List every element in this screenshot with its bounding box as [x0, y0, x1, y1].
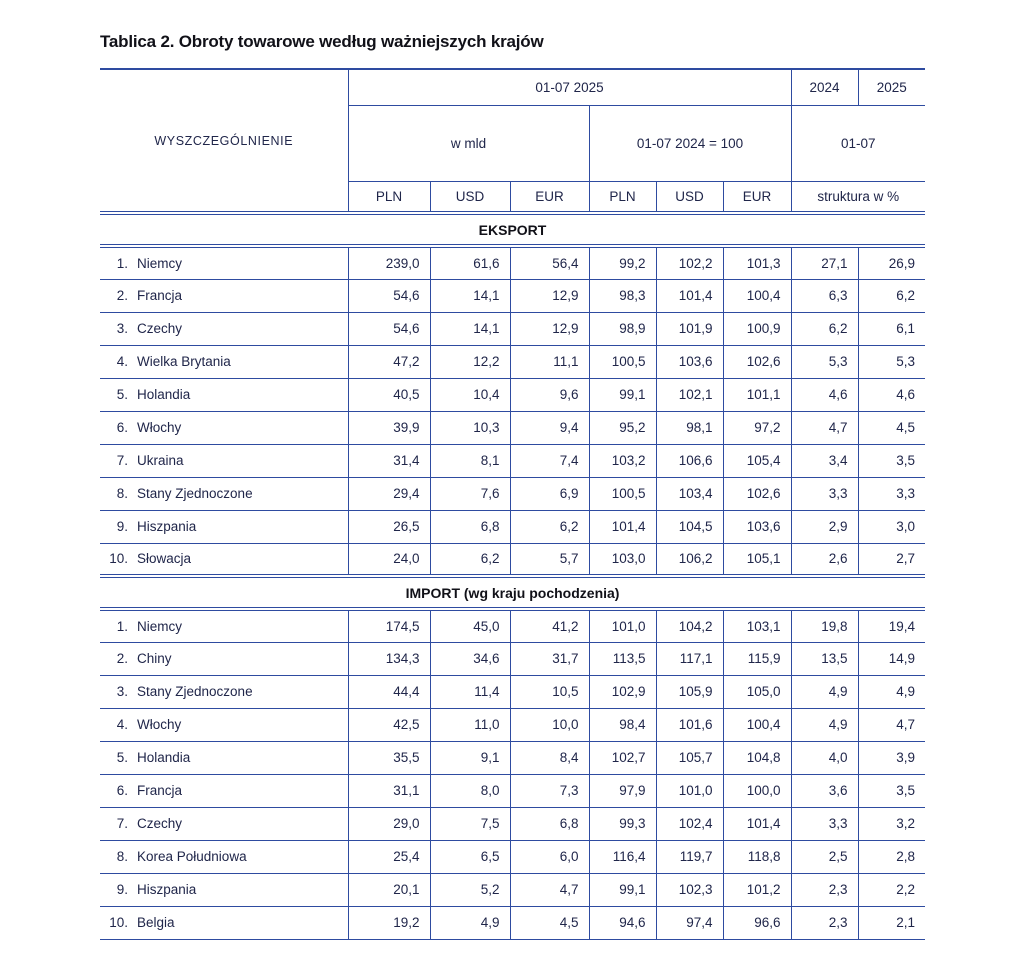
cell-eur-idx: 103,6 [723, 510, 791, 543]
row-rank: 9. [116, 519, 128, 534]
cell-struktura-2024: 4,7 [791, 411, 858, 444]
cell-usd-mld: 6,2 [430, 543, 510, 576]
cell-struktura-2024: 6,3 [791, 279, 858, 312]
header-row-periods [100, 69, 925, 105]
cell-eur-mld: 12,9 [510, 312, 589, 345]
row-country: Czechy [137, 321, 183, 336]
row-label [100, 675, 348, 708]
cell-struktura-2025: 5,3 [858, 345, 925, 378]
table-row [100, 642, 925, 675]
cell-pln-idx: 103,0 [589, 543, 656, 576]
cell-pln-idx: 97,9 [589, 774, 656, 807]
cell-eur-idx: 100,4 [723, 279, 791, 312]
cell-pln-idx: 103,2 [589, 444, 656, 477]
table-row [100, 444, 925, 477]
header-group-01-07: 01-07 [791, 105, 925, 181]
cell-eur-mld: 41,2 [510, 609, 589, 642]
cell-struktura-2025: 2,8 [858, 840, 925, 873]
table-row [100, 840, 925, 873]
row-label [100, 807, 348, 840]
table-row [100, 873, 925, 906]
cell-pln-idx: 98,3 [589, 279, 656, 312]
row-country: Słowacja [137, 551, 192, 567]
table-row [100, 807, 925, 840]
table-row [100, 312, 925, 345]
cell-eur-mld: 31,7 [510, 642, 589, 675]
row-rank: 9. [116, 882, 128, 897]
row-country: Holandia [137, 750, 191, 765]
table-row [100, 741, 925, 774]
cell-usd-idx: 97,4 [656, 906, 723, 939]
row-rank: 10. [109, 551, 128, 567]
cell-pln-idx: 100,5 [589, 477, 656, 510]
cell-eur-idx: 102,6 [723, 345, 791, 378]
header-eur-idx: EUR [723, 181, 791, 213]
row-label [100, 477, 348, 510]
row-rank: 5. [116, 750, 128, 765]
cell-struktura-2024: 27,1 [791, 246, 858, 279]
cell-struktura-2024: 2,5 [791, 840, 858, 873]
cell-eur-mld: 6,8 [510, 807, 589, 840]
row-rank: 3. [116, 321, 128, 336]
cell-eur-idx: 97,2 [723, 411, 791, 444]
cell-usd-idx: 117,1 [656, 642, 723, 675]
row-country: Hiszpania [137, 882, 197, 897]
row-label [100, 609, 348, 642]
row-country: Korea Południowa [137, 849, 247, 864]
cell-struktura-2024: 4,0 [791, 741, 858, 774]
cell-usd-idx: 102,3 [656, 873, 723, 906]
cell-pln-idx: 99,1 [589, 378, 656, 411]
row-label [100, 906, 348, 939]
row-label [100, 246, 348, 279]
row-label [100, 708, 348, 741]
table-row [100, 378, 925, 411]
cell-pln-mld: 47,2 [348, 345, 430, 378]
cell-pln-mld: 134,3 [348, 642, 430, 675]
cell-usd-mld: 7,5 [430, 807, 510, 840]
cell-struktura-2024: 2,3 [791, 873, 858, 906]
cell-eur-idx: 96,6 [723, 906, 791, 939]
row-label [100, 378, 348, 411]
cell-usd-idx: 101,0 [656, 774, 723, 807]
row-rank: 6. [116, 420, 128, 435]
cell-struktura-2025: 3,5 [858, 774, 925, 807]
cell-eur-mld: 7,4 [510, 444, 589, 477]
cell-struktura-2025: 3,2 [858, 807, 925, 840]
cell-usd-idx: 119,7 [656, 840, 723, 873]
cell-eur-mld: 9,6 [510, 378, 589, 411]
cell-pln-mld: 31,1 [348, 774, 430, 807]
cell-struktura-2025: 3,0 [858, 510, 925, 543]
row-label [100, 840, 348, 873]
cell-pln-idx: 98,9 [589, 312, 656, 345]
cell-usd-mld: 10,3 [430, 411, 510, 444]
cell-struktura-2024: 19,8 [791, 609, 858, 642]
header-usd-idx: USD [656, 181, 723, 213]
cell-pln-idx: 113,5 [589, 642, 656, 675]
row-rank: 3. [116, 684, 128, 699]
row-rank: 5. [116, 387, 128, 402]
row-country: Niemcy [137, 255, 183, 271]
cell-pln-idx: 94,6 [589, 906, 656, 939]
cell-struktura-2024: 4,9 [791, 708, 858, 741]
row-rank: 4. [116, 717, 128, 732]
table-row [100, 246, 925, 279]
cell-usd-idx: 101,4 [656, 279, 723, 312]
cell-struktura-2025: 19,4 [858, 609, 925, 642]
cell-usd-idx: 104,2 [656, 609, 723, 642]
cell-eur-idx: 115,9 [723, 642, 791, 675]
table-row [100, 510, 925, 543]
cell-eur-idx: 118,8 [723, 840, 791, 873]
section-title-import: IMPORT (wg kraju pochodzenia) [100, 576, 925, 609]
cell-eur-mld: 6,2 [510, 510, 589, 543]
row-rank: 2. [116, 288, 128, 303]
cell-usd-idx: 105,9 [656, 675, 723, 708]
header-pln-mld: PLN [348, 181, 430, 213]
cell-eur-mld: 6,9 [510, 477, 589, 510]
row-country: Włochy [137, 717, 182, 732]
row-country: Ukraina [137, 453, 184, 468]
cell-pln-mld: 39,9 [348, 411, 430, 444]
table-header [100, 69, 925, 213]
cell-usd-mld: 12,2 [430, 345, 510, 378]
row-rank: 2. [116, 651, 128, 666]
row-rank: 8. [116, 486, 128, 501]
cell-pln-idx: 116,4 [589, 840, 656, 873]
cell-eur-mld: 9,4 [510, 411, 589, 444]
cell-eur-mld: 7,3 [510, 774, 589, 807]
cell-struktura-2025: 3,3 [858, 477, 925, 510]
row-country: Francja [137, 288, 183, 303]
table-row [100, 345, 925, 378]
cell-struktura-2024: 2,9 [791, 510, 858, 543]
cell-pln-mld: 20,1 [348, 873, 430, 906]
cell-usd-mld: 8,1 [430, 444, 510, 477]
cell-struktura-2025: 3,5 [858, 444, 925, 477]
cell-usd-idx: 102,1 [656, 378, 723, 411]
cell-usd-idx: 102,4 [656, 807, 723, 840]
cell-usd-idx: 101,9 [656, 312, 723, 345]
cell-eur-idx: 105,0 [723, 675, 791, 708]
row-country: Czechy [137, 816, 183, 831]
cell-pln-idx: 102,9 [589, 675, 656, 708]
cell-pln-mld: 26,5 [348, 510, 430, 543]
cell-usd-mld: 4,9 [430, 906, 510, 939]
cell-eur-idx: 101,4 [723, 807, 791, 840]
cell-eur-mld: 5,7 [510, 543, 589, 576]
cell-usd-mld: 14,1 [430, 279, 510, 312]
cell-struktura-2025: 2,1 [858, 906, 925, 939]
row-country: Chiny [137, 651, 172, 666]
cell-pln-mld: 40,5 [348, 378, 430, 411]
cell-struktura-2025: 4,7 [858, 708, 925, 741]
cell-pln-idx: 100,5 [589, 345, 656, 378]
table-row [100, 708, 925, 741]
cell-usd-mld: 5,2 [430, 873, 510, 906]
trade-table [100, 68, 925, 940]
cell-pln-idx: 99,1 [589, 873, 656, 906]
row-country: Stany Zjednoczone [137, 486, 253, 501]
cell-eur-idx: 100,0 [723, 774, 791, 807]
table-row [100, 411, 925, 444]
cell-usd-mld: 45,0 [430, 609, 510, 642]
header-year-2025: 2025 [858, 69, 925, 105]
cell-usd-mld: 11,4 [430, 675, 510, 708]
table-row [100, 543, 925, 576]
cell-eur-idx: 102,6 [723, 477, 791, 510]
cell-pln-idx: 98,4 [589, 708, 656, 741]
header-pln-idx: PLN [589, 181, 656, 213]
cell-pln-mld: 31,4 [348, 444, 430, 477]
row-country: Belgia [137, 915, 175, 930]
cell-struktura-2025: 4,9 [858, 675, 925, 708]
row-rank: 7. [116, 453, 128, 468]
section-band [100, 213, 925, 246]
row-label [100, 312, 348, 345]
cell-struktura-2024: 3,6 [791, 774, 858, 807]
cell-struktura-2024: 3,3 [791, 477, 858, 510]
cell-eur-idx: 101,3 [723, 246, 791, 279]
cell-struktura-2024: 4,9 [791, 675, 858, 708]
cell-eur-mld: 4,5 [510, 906, 589, 939]
cell-struktura-2025: 4,6 [858, 378, 925, 411]
row-rank: 8. [116, 849, 128, 864]
section-title-eksport: EKSPORT [100, 213, 925, 246]
cell-eur-idx: 101,1 [723, 378, 791, 411]
cell-eur-idx: 100,9 [723, 312, 791, 345]
cell-pln-mld: 29,0 [348, 807, 430, 840]
cell-pln-mld: 42,5 [348, 708, 430, 741]
table-row [100, 906, 925, 939]
cell-pln-mld: 24,0 [348, 543, 430, 576]
cell-usd-mld: 34,6 [430, 642, 510, 675]
cell-eur-mld: 4,7 [510, 873, 589, 906]
cell-pln-idx: 95,2 [589, 411, 656, 444]
header-wyszczegolnienie: WYSZCZEGÓLNIENIE [100, 69, 348, 213]
row-country: Włochy [137, 420, 182, 435]
cell-eur-mld: 10,0 [510, 708, 589, 741]
cell-pln-mld: 174,5 [348, 609, 430, 642]
row-rank: 10. [109, 915, 128, 930]
cell-usd-idx: 106,6 [656, 444, 723, 477]
row-country: Holandia [137, 387, 191, 402]
cell-eur-idx: 104,8 [723, 741, 791, 774]
cell-struktura-2024: 5,3 [791, 345, 858, 378]
cell-struktura-2024: 3,3 [791, 807, 858, 840]
cell-struktura-2025: 14,9 [858, 642, 925, 675]
cell-eur-idx: 103,1 [723, 609, 791, 642]
cell-usd-mld: 6,5 [430, 840, 510, 873]
cell-struktura-2024: 13,5 [791, 642, 858, 675]
table-row [100, 675, 925, 708]
cell-usd-idx: 104,5 [656, 510, 723, 543]
cell-pln-idx: 99,3 [589, 807, 656, 840]
row-country: Francja [137, 783, 183, 798]
cell-struktura-2024: 4,6 [791, 378, 858, 411]
cell-pln-mld: 35,5 [348, 741, 430, 774]
cell-eur-mld: 6,0 [510, 840, 589, 873]
row-rank: 4. [116, 354, 128, 369]
header-year-2024: 2024 [791, 69, 858, 105]
row-country: Niemcy [137, 618, 183, 634]
cell-struktura-2025: 6,1 [858, 312, 925, 345]
cell-usd-mld: 14,1 [430, 312, 510, 345]
row-label [100, 774, 348, 807]
cell-eur-mld: 12,9 [510, 279, 589, 312]
row-label [100, 741, 348, 774]
row-label [100, 411, 348, 444]
cell-pln-mld: 29,4 [348, 477, 430, 510]
row-label [100, 345, 348, 378]
cell-usd-mld: 6,8 [430, 510, 510, 543]
cell-struktura-2025: 4,5 [858, 411, 925, 444]
cell-usd-mld: 9,1 [430, 741, 510, 774]
row-rank: 6. [116, 783, 128, 798]
section-eksport [100, 213, 925, 576]
section-import [100, 576, 925, 939]
cell-eur-mld: 10,5 [510, 675, 589, 708]
row-label [100, 444, 348, 477]
section-band [100, 576, 925, 609]
row-country: Wielka Brytania [137, 354, 231, 369]
table-row [100, 279, 925, 312]
row-label [100, 642, 348, 675]
header-group-w-mld: w mld [348, 105, 589, 181]
cell-usd-mld: 10,4 [430, 378, 510, 411]
cell-pln-mld: 19,2 [348, 906, 430, 939]
table-row [100, 774, 925, 807]
table-row [100, 609, 925, 642]
cell-struktura-2024: 2,6 [791, 543, 858, 576]
cell-usd-mld: 11,0 [430, 708, 510, 741]
cell-struktura-2024: 2,3 [791, 906, 858, 939]
row-rank: 1. [116, 255, 128, 271]
cell-usd-idx: 105,7 [656, 741, 723, 774]
row-country: Stany Zjednoczone [137, 684, 253, 699]
cell-usd-mld: 7,6 [430, 477, 510, 510]
cell-pln-idx: 101,0 [589, 609, 656, 642]
row-rank: 1. [116, 618, 128, 634]
cell-usd-idx: 101,6 [656, 708, 723, 741]
header-struktura: struktura w % [791, 181, 925, 213]
cell-eur-mld: 11,1 [510, 345, 589, 378]
cell-struktura-2024: 3,4 [791, 444, 858, 477]
cell-struktura-2024: 6,2 [791, 312, 858, 345]
row-label [100, 873, 348, 906]
row-label [100, 279, 348, 312]
cell-eur-idx: 100,4 [723, 708, 791, 741]
header-eur-mld: EUR [510, 181, 589, 213]
cell-pln-mld: 25,4 [348, 840, 430, 873]
header-usd-mld: USD [430, 181, 510, 213]
cell-struktura-2025: 2,7 [858, 543, 925, 576]
cell-pln-idx: 102,7 [589, 741, 656, 774]
cell-struktura-2025: 3,9 [858, 741, 925, 774]
cell-usd-idx: 98,1 [656, 411, 723, 444]
cell-pln-mld: 239,0 [348, 246, 430, 279]
cell-pln-mld: 54,6 [348, 312, 430, 345]
cell-pln-mld: 44,4 [348, 675, 430, 708]
cell-eur-idx: 105,4 [723, 444, 791, 477]
cell-eur-idx: 105,1 [723, 543, 791, 576]
cell-usd-mld: 61,6 [430, 246, 510, 279]
cell-struktura-2025: 26,9 [858, 246, 925, 279]
cell-pln-idx: 99,2 [589, 246, 656, 279]
cell-usd-idx: 103,6 [656, 345, 723, 378]
cell-pln-idx: 101,4 [589, 510, 656, 543]
row-label [100, 543, 348, 576]
header-period-01-07-2025: 01-07 2025 [348, 69, 791, 105]
row-country: Hiszpania [137, 519, 197, 534]
cell-struktura-2025: 6,2 [858, 279, 925, 312]
cell-eur-mld: 8,4 [510, 741, 589, 774]
row-label [100, 510, 348, 543]
cell-usd-idx: 106,2 [656, 543, 723, 576]
page-title: Tablica 2. Obroty towarowe według ważniejszych krajów [100, 32, 544, 51]
cell-usd-idx: 103,4 [656, 477, 723, 510]
table-row [100, 477, 925, 510]
cell-pln-mld: 54,6 [348, 279, 430, 312]
cell-eur-mld: 56,4 [510, 246, 589, 279]
cell-eur-idx: 101,2 [723, 873, 791, 906]
cell-struktura-2025: 2,2 [858, 873, 925, 906]
header-group-index: 01-07 2024 = 100 [589, 105, 791, 181]
cell-usd-idx: 102,2 [656, 246, 723, 279]
cell-usd-mld: 8,0 [430, 774, 510, 807]
row-rank: 7. [116, 816, 128, 831]
